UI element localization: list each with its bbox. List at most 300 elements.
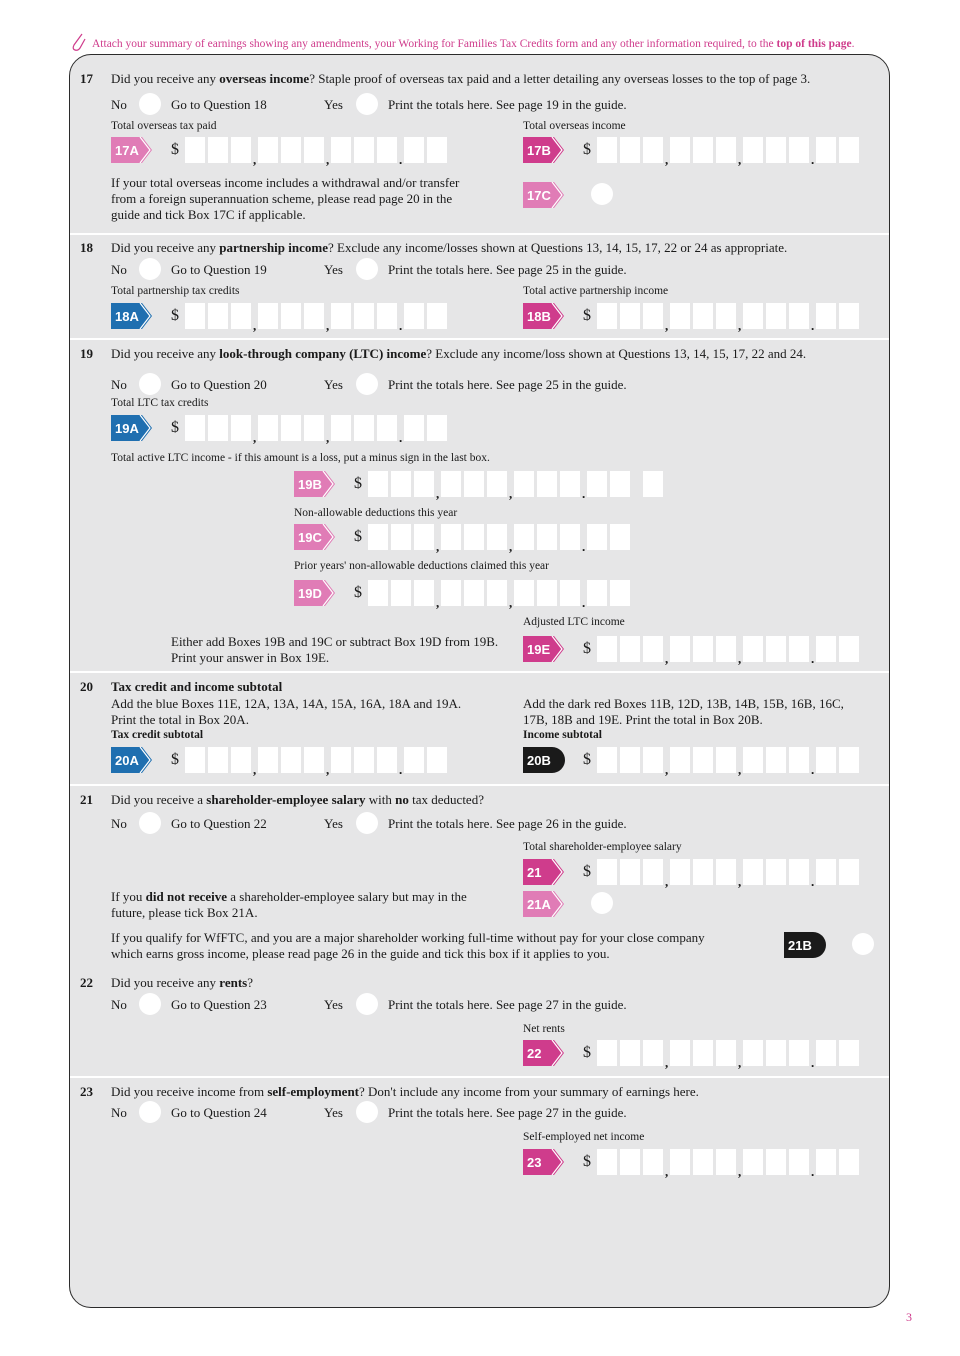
digit-box[interactable]: [404, 137, 424, 163]
digit-box[interactable]: [208, 747, 228, 773]
digit-box[interactable]: [620, 636, 640, 662]
box-code-tag: [294, 524, 336, 550]
decimal-point: .: [582, 595, 586, 610]
comma-separator: ,: [665, 1164, 669, 1179]
yes-label: Yes: [324, 262, 343, 277]
field-label: Total overseas tax paid: [111, 120, 217, 132]
goto-text: Go to Question 18: [171, 97, 267, 112]
yes-label: Yes: [324, 1105, 343, 1120]
digit-box[interactable]: [816, 747, 836, 773]
question-22-text: Did you receive any rents?: [111, 975, 254, 990]
digit-box[interactable]: [331, 415, 351, 441]
q23-yes-checkbox[interactable]: [356, 1101, 378, 1123]
print-instruction: Print the totals here. See page 25 in the guide.: [388, 262, 627, 277]
digit-box[interactable]: [208, 303, 228, 329]
box-17c-checkbox[interactable]: [591, 183, 613, 205]
box-21b-checkbox[interactable]: [852, 933, 874, 955]
digit-box[interactable]: [693, 1040, 713, 1066]
box-code-label: 19B: [298, 476, 322, 492]
digit-box[interactable]: [839, 636, 859, 662]
box-code-tag: [523, 747, 565, 773]
box-code-tag: [784, 932, 826, 958]
digit-box[interactable]: [766, 1149, 786, 1175]
digit-box[interactable]: [414, 524, 434, 550]
digit-box[interactable]: [597, 1149, 617, 1175]
digit-box[interactable]: [304, 415, 324, 441]
note-line: 17B, 18B and 19E. Print the total in Box 20B.: [523, 712, 763, 727]
digit-box[interactable]: [487, 471, 507, 497]
digit-box[interactable]: [514, 471, 534, 497]
box-code-tag: [111, 137, 153, 163]
digit-box[interactable]: [766, 137, 786, 163]
no-label: No: [111, 997, 127, 1012]
digit-box[interactable]: [670, 303, 690, 329]
no-label: No: [111, 377, 127, 392]
digit-box[interactable]: [716, 1149, 736, 1175]
digit-box[interactable]: [597, 636, 617, 662]
page-number: 3: [906, 1310, 912, 1324]
comma-separator: ,: [253, 152, 257, 167]
digit-box[interactable]: [414, 580, 434, 606]
no-label: No: [111, 816, 127, 831]
dollar-sign: $: [171, 419, 179, 436]
box-code-label: 20B: [527, 752, 551, 768]
section-divider: [70, 233, 889, 235]
digit-box[interactable]: [304, 137, 324, 163]
field-label: Total active LTC income - if this amount is a loss, put a minus sign in the last box.: [111, 452, 490, 464]
digit-box[interactable]: [620, 1149, 640, 1175]
digit-box[interactable]: [839, 303, 859, 329]
digit-box[interactable]: [427, 415, 447, 441]
digit-box[interactable]: [354, 747, 374, 773]
goto-text: Go to Question 19: [171, 262, 267, 277]
digit-box[interactable]: [670, 1040, 690, 1066]
dollar-sign: $: [583, 1044, 591, 1061]
question-19-text: Did you receive any look-through company (LTC) income? Exclude any income/loss shown at Questions 13, 14, 15, 17, 22 and 24.: [111, 346, 807, 361]
digit-box[interactable]: [816, 636, 836, 662]
decimal-point: .: [399, 152, 403, 167]
digit-box[interactable]: [368, 580, 388, 606]
comma-separator: ,: [738, 152, 742, 167]
digit-box[interactable]: [766, 1040, 786, 1066]
comma-separator: ,: [738, 874, 742, 889]
digit-box[interactable]: [281, 303, 301, 329]
q17-yes-checkbox[interactable]: [356, 93, 378, 115]
box-code-label: 18A: [115, 308, 139, 324]
digit-box[interactable]: [304, 303, 324, 329]
note-line: If your total overseas income includes a withdrawal and/or transfer: [111, 175, 460, 190]
field-label: Tax credit subtotal: [111, 729, 204, 741]
digit-box[interactable]: [560, 471, 580, 497]
digit-box[interactable]: [620, 303, 640, 329]
digit-box[interactable]: [643, 859, 663, 885]
digit-box[interactable]: [597, 747, 617, 773]
digit-box[interactable]: [258, 747, 278, 773]
decimal-point: .: [399, 318, 403, 333]
box-code-tag: [294, 471, 336, 497]
q19-yes-checkbox[interactable]: [356, 373, 378, 395]
box-code-tag: [523, 891, 565, 917]
note-line: Either add Boxes 19B and 19C or subtract Box 19D from 19B.: [171, 634, 499, 649]
digit-box[interactable]: [743, 859, 763, 885]
dollar-sign: $: [583, 863, 591, 880]
digit-box[interactable]: [816, 1149, 836, 1175]
digit-box[interactable]: [281, 137, 301, 163]
box-code-label: 19D: [298, 585, 322, 601]
digit-box[interactable]: [464, 580, 484, 606]
digit-box[interactable]: [441, 471, 461, 497]
question-17-text: Did you receive any overseas income? Staple proof of overseas tax paid and a letter detailing any overseas losses to the top of page 3.: [111, 71, 811, 86]
digit-box[interactable]: [185, 415, 205, 441]
goto-text: Go to Question 24: [171, 1105, 267, 1120]
digit-box[interactable]: [597, 1040, 617, 1066]
digit-box[interactable]: [693, 747, 713, 773]
decimal-point: .: [582, 486, 586, 501]
field-label: Net rents: [523, 1023, 565, 1035]
comma-separator: ,: [253, 762, 257, 777]
field-label: Income subtotal: [523, 729, 602, 741]
comma-separator: ,: [253, 318, 257, 333]
dollar-sign: $: [583, 640, 591, 657]
digit-box[interactable]: [414, 471, 434, 497]
digit-box[interactable]: [331, 303, 351, 329]
top-note-text: Attach your summary of earnings showing any amendments, your Working for Families Tax Credits form and any other information required, to the top of this page.: [92, 38, 855, 50]
digit-box[interactable]: [304, 747, 324, 773]
note-line: guide and tick Box 17C if applicable.: [111, 207, 306, 222]
digit-box[interactable]: [537, 524, 557, 550]
digit-box[interactable]: [816, 303, 836, 329]
digit-box[interactable]: [716, 747, 736, 773]
comma-separator: ,: [509, 486, 513, 501]
digit-box[interactable]: [643, 1040, 663, 1066]
question-number: 18: [80, 240, 93, 255]
digit-box[interactable]: [610, 524, 630, 550]
question-number: 21: [80, 792, 93, 807]
digit-box[interactable]: [597, 137, 617, 163]
field-label: Prior years' non-allowable deductions claimed this year: [294, 560, 549, 572]
note-line: future, please tick Box 21A.: [111, 905, 258, 920]
digit-box[interactable]: [377, 415, 397, 441]
digit-box[interactable]: [816, 137, 836, 163]
digit-box[interactable]: [693, 636, 713, 662]
no-label: No: [111, 97, 127, 112]
field-label: Adjusted LTC income: [523, 616, 625, 628]
decimal-point: .: [582, 539, 586, 554]
digit-box[interactable]: [789, 747, 809, 773]
box-code-label: 21A: [527, 896, 551, 912]
digit-box[interactable]: [404, 303, 424, 329]
digit-box[interactable]: [610, 580, 630, 606]
digit-box[interactable]: [560, 524, 580, 550]
digit-box[interactable]: [670, 636, 690, 662]
note-line: If you qualify for WfFTC, and you are a major shareholder working full-time without pay for your close company: [111, 930, 705, 945]
digit-box[interactable]: [427, 303, 447, 329]
digit-box[interactable]: [743, 747, 763, 773]
digit-box[interactable]: [670, 747, 690, 773]
digit-box[interactable]: [670, 1149, 690, 1175]
note-line: which earns gross income, please read page 26 in the guide and tick this box if it applies to you.: [111, 946, 610, 961]
digit-box[interactable]: [464, 471, 484, 497]
box-code-label: 23: [527, 1154, 542, 1170]
digit-box[interactable]: [716, 303, 736, 329]
digit-box[interactable]: [537, 580, 557, 606]
digit-box[interactable]: [514, 524, 534, 550]
field-label: Non-allowable deductions this year: [294, 507, 458, 519]
q23-no-checkbox[interactable]: [139, 1101, 161, 1123]
digit-box[interactable]: [427, 747, 447, 773]
box-code-tag: [111, 303, 153, 329]
digit-box[interactable]: [427, 137, 447, 163]
comma-separator: ,: [738, 651, 742, 666]
digit-box[interactable]: [643, 636, 663, 662]
comma-separator: ,: [436, 539, 440, 554]
digit-box[interactable]: [816, 859, 836, 885]
digit-box[interactable]: [185, 137, 205, 163]
dollar-sign: $: [171, 307, 179, 324]
box-code-label: 17C: [527, 187, 551, 203]
yes-label: Yes: [324, 377, 343, 392]
digit-box[interactable]: [620, 747, 640, 773]
note-line: from a foreign superannuation scheme, please read page 20 in the: [111, 191, 453, 206]
digit-box[interactable]: [587, 580, 607, 606]
q18-no-checkbox[interactable]: [139, 258, 161, 280]
digit-box[interactable]: [377, 303, 397, 329]
comma-separator: ,: [326, 152, 330, 167]
digit-box[interactable]: [743, 303, 763, 329]
question-number: 19: [80, 346, 93, 361]
comma-separator: ,: [436, 595, 440, 610]
print-instruction: Print the totals here. See page 27 in the guide.: [388, 1105, 627, 1120]
note-line: Add the blue Boxes 11E, 12A, 13A, 14A, 15A, 16A, 18A and 19A.: [111, 696, 462, 711]
q22-no-checkbox[interactable]: [139, 993, 161, 1015]
digit-box[interactable]: [441, 524, 461, 550]
digit-box[interactable]: [620, 859, 640, 885]
comma-separator: ,: [326, 762, 330, 777]
comma-separator: ,: [738, 762, 742, 777]
digit-box[interactable]: [693, 1149, 713, 1175]
digit-box[interactable]: [258, 137, 278, 163]
question-number: 20: [80, 679, 93, 694]
digit-box[interactable]: [766, 636, 786, 662]
digit-box[interactable]: [693, 303, 713, 329]
comma-separator: ,: [738, 318, 742, 333]
box-code-tag: [111, 747, 153, 773]
digit-box[interactable]: [354, 137, 374, 163]
digit-box[interactable]: [537, 471, 557, 497]
comma-separator: ,: [665, 874, 669, 889]
comma-separator: ,: [665, 1055, 669, 1070]
q21-yes-checkbox[interactable]: [356, 812, 378, 834]
digit-box[interactable]: [560, 580, 580, 606]
digit-box[interactable]: [368, 471, 388, 497]
box-code-label: 21B: [788, 937, 812, 953]
digit-box[interactable]: [620, 137, 640, 163]
comma-separator: ,: [253, 430, 257, 445]
dollar-sign: $: [583, 1153, 591, 1170]
digit-box[interactable]: [231, 137, 251, 163]
digit-box[interactable]: [693, 137, 713, 163]
box-code-label: 19E: [527, 641, 551, 657]
digit-box[interactable]: [354, 303, 374, 329]
section-divider: [70, 671, 889, 673]
box-code-tag: [111, 415, 153, 441]
print-instruction: Print the totals here. See page 26 in the guide.: [388, 816, 627, 831]
digit-box[interactable]: [766, 859, 786, 885]
digit-box[interactable]: [185, 747, 205, 773]
digit-box[interactable]: [487, 580, 507, 606]
decimal-point: .: [399, 430, 403, 445]
digit-box[interactable]: [670, 137, 690, 163]
dollar-sign: $: [354, 528, 362, 545]
box-code-tag: [523, 1040, 565, 1066]
digit-box[interactable]: [514, 580, 534, 606]
top-attachment-note: [70, 34, 900, 54]
box-code-label: 21: [527, 864, 542, 880]
section-divider: [70, 338, 889, 340]
box-code-label: 17A: [115, 142, 139, 158]
digit-box[interactable]: [597, 859, 617, 885]
digit-box[interactable]: [620, 1040, 640, 1066]
digit-box[interactable]: [354, 415, 374, 441]
digit-box[interactable]: [716, 137, 736, 163]
digit-box[interactable]: [281, 415, 301, 441]
no-label: No: [111, 262, 127, 277]
box-code-label: 18B: [527, 308, 551, 324]
digit-box[interactable]: [643, 747, 663, 773]
digit-box[interactable]: [839, 859, 859, 885]
digit-box[interactable]: [281, 747, 301, 773]
digit-box[interactable]: [258, 415, 278, 441]
digit-box[interactable]: [839, 1149, 859, 1175]
q21-no-checkbox[interactable]: [139, 812, 161, 834]
digit-box[interactable]: [331, 747, 351, 773]
q19-no-checkbox[interactable]: [139, 373, 161, 395]
box-code-tag: [523, 303, 565, 329]
digit-box[interactable]: [716, 1040, 736, 1066]
note-line: If you did not receive a shareholder-employee salary but may in the: [111, 889, 467, 904]
digit-box[interactable]: [587, 471, 607, 497]
dollar-sign: $: [354, 475, 362, 492]
digit-box[interactable]: [766, 303, 786, 329]
digit-box[interactable]: [839, 137, 859, 163]
digit-box[interactable]: [231, 747, 251, 773]
field-label: Total shareholder-employee salary: [523, 841, 682, 853]
digit-box[interactable]: [391, 471, 411, 497]
digit-box[interactable]: [331, 137, 351, 163]
digit-box[interactable]: [404, 415, 424, 441]
note-line: Print the total in Box 20A.: [111, 712, 249, 727]
digit-box[interactable]: [816, 1040, 836, 1066]
digit-box[interactable]: [716, 636, 736, 662]
box-21a-checkbox[interactable]: [591, 892, 613, 914]
field-label: Self-employed net income: [523, 1131, 645, 1143]
digit-box[interactable]: [743, 636, 763, 662]
digit-box[interactable]: [643, 1149, 663, 1175]
digit-box[interactable]: [643, 137, 663, 163]
note-line: Add the dark red Boxes 11B, 12D, 13B, 14B, 15B, 16B, 16C,: [523, 696, 844, 711]
digit-box[interactable]: [789, 636, 809, 662]
digit-box[interactable]: [610, 471, 630, 497]
digit-box[interactable]: [391, 580, 411, 606]
digit-box[interactable]: [789, 137, 809, 163]
comma-separator: ,: [326, 318, 330, 333]
comma-separator: ,: [665, 762, 669, 777]
note-line: Print your answer in Box 19E.: [171, 650, 330, 665]
digit-box[interactable]: [643, 303, 663, 329]
digit-box[interactable]: [670, 859, 690, 885]
goto-text: Go to Question 23: [171, 997, 267, 1012]
digit-box[interactable]: [208, 137, 228, 163]
box-code-tag: [523, 1149, 565, 1175]
digit-box[interactable]: [487, 524, 507, 550]
print-instruction: Print the totals here. See page 19 in the guide.: [388, 97, 627, 112]
yes-label: Yes: [324, 816, 343, 831]
digit-box[interactable]: [231, 415, 251, 441]
box-code-label: 19A: [115, 420, 139, 436]
dollar-sign: $: [171, 141, 179, 158]
question-number: 23: [80, 1084, 93, 1099]
digit-box[interactable]: [258, 303, 278, 329]
digit-box[interactable]: [231, 303, 251, 329]
digit-box[interactable]: [404, 747, 424, 773]
question-18-text: Did you receive any partnership income? Exclude any income/losses shown at Questions 13, 14, 15, 17, 22 or 24 as appropriate.: [111, 240, 788, 255]
goto-text: Go to Question 20: [171, 377, 267, 392]
digit-box[interactable]: [587, 524, 607, 550]
field-label: Total overseas income: [523, 120, 626, 132]
digit-box[interactable]: [789, 303, 809, 329]
comma-separator: ,: [509, 595, 513, 610]
digit-box[interactable]: [789, 859, 809, 885]
question-20-title: Tax credit and income subtotal: [111, 679, 283, 694]
digit-box[interactable]: [441, 580, 461, 606]
q18-yes-checkbox[interactable]: [356, 258, 378, 280]
digit-box[interactable]: [693, 859, 713, 885]
comma-separator: ,: [738, 1164, 742, 1179]
digit-box[interactable]: [377, 137, 397, 163]
digit-box[interactable]: [391, 524, 411, 550]
field-label: Total partnership tax credits: [111, 285, 240, 297]
comma-separator: ,: [665, 318, 669, 333]
decimal-point: .: [811, 1164, 815, 1179]
digit-box[interactable]: [839, 1040, 859, 1066]
question-number: 17: [80, 71, 93, 86]
decimal-point: .: [811, 762, 815, 777]
digit-box[interactable]: [597, 303, 617, 329]
digit-box[interactable]: [377, 747, 397, 773]
digit-box[interactable]: [368, 524, 388, 550]
decimal-point: .: [399, 762, 403, 777]
yes-label: Yes: [324, 97, 343, 112]
decimal-point: .: [811, 152, 815, 167]
decimal-point: .: [811, 874, 815, 889]
digit-box[interactable]: [766, 747, 786, 773]
digit-box[interactable]: [789, 1149, 809, 1175]
digit-box[interactable]: [839, 747, 859, 773]
digit-box[interactable]: [716, 859, 736, 885]
digit-box[interactable]: [743, 137, 763, 163]
digit-box[interactable]: [208, 415, 228, 441]
section-divider: [70, 784, 889, 786]
digit-box[interactable]: [743, 1149, 763, 1175]
dollar-sign: $: [171, 751, 179, 768]
q17-no-checkbox[interactable]: [139, 93, 161, 115]
digit-box[interactable]: [464, 524, 484, 550]
sign-box[interactable]: [643, 471, 663, 497]
digit-box[interactable]: [185, 303, 205, 329]
q22-yes-checkbox[interactable]: [356, 993, 378, 1015]
digit-box[interactable]: [789, 1040, 809, 1066]
digit-box[interactable]: [743, 1040, 763, 1066]
